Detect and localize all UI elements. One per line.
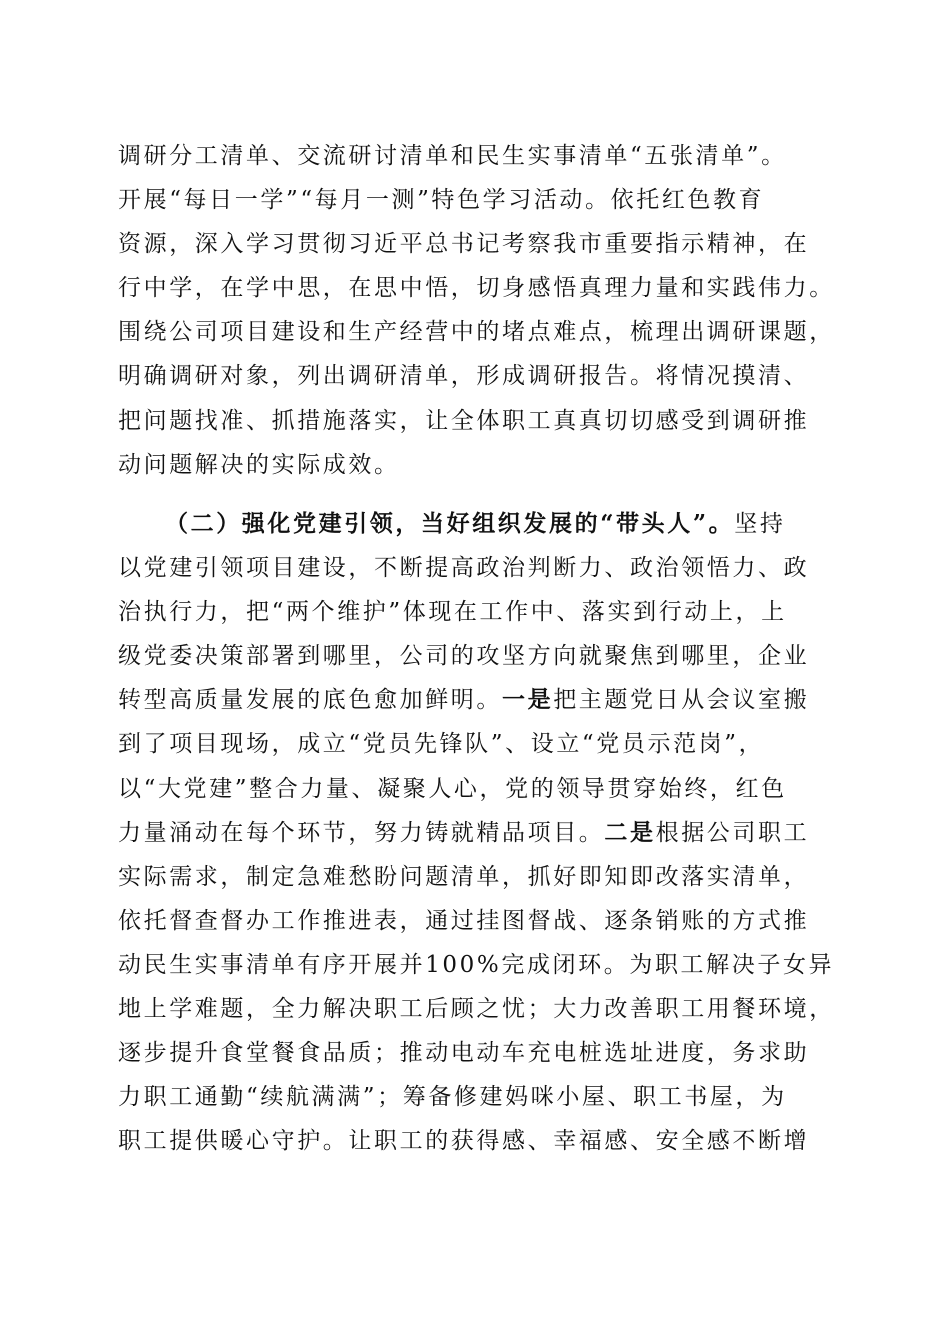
- paragraph-2: [118, 502, 838, 1163]
- paragraph-1: [118, 134, 838, 487]
- text-run: 把主题党日从会议室搬: [553, 687, 810, 714]
- text-line: 开展“每日一学”“每月一测”特色学习活动。依托红色教育: [118, 187, 765, 214]
- text-run: 根据公司职工: [655, 819, 810, 846]
- text-line: 实际需求，制定急难愁盼问题清单，抓好即知即改落实清单，: [118, 863, 810, 890]
- text-line: [118, 811, 838, 855]
- text-line: 治执行力，把“两个维护”体现在工作中、落实到行动上，上: [118, 599, 787, 626]
- text-run: 坚持: [734, 511, 786, 537]
- point-marker-2: 二是: [604, 818, 656, 846]
- text-line: 地上学难题，全力解决职工后顾之忧；大力改善职工用餐环境，: [118, 996, 835, 1023]
- text-run: 转型高质量发展的底色愈加鲜明。: [118, 687, 502, 714]
- text-line: 力职工通勤“续航满满”；筹备修建妈咪小屋、职工书屋，为: [118, 1084, 787, 1111]
- text-line: 行中学，在学中思，在思中悟，切身感悟真理力量和实践伟力。: [118, 275, 835, 302]
- text-run: 力量涌动在每个环节，努力铸就精品项目。: [118, 819, 605, 846]
- text-line: 以“大党建”整合力量、凝聚人心，党的领导贯穿始终，红色: [118, 775, 787, 802]
- text-line: 依托督查督办工作推进表，通过挂图督战、逐条销账的方式推: [118, 907, 810, 934]
- section-heading: （二）强化党建引领，当好组织发展的“带头人”。: [165, 510, 735, 537]
- text-line: [118, 502, 838, 546]
- text-line: 动问题解决的实际成效。: [118, 451, 400, 478]
- text-line: 明确调研对象，列出调研清单，形成调研报告。将情况摸清、: [118, 363, 810, 390]
- text-line: [118, 678, 838, 722]
- text-line: 到了项目现场，成立“党员先锋队”、设立“党员示范岗”，: [118, 731, 765, 758]
- text-line: 围绕公司项目建设和生产经营中的堵点难点，梳理出调研课题，: [118, 319, 835, 346]
- text-line: 调研分工清单、交流研讨清单和民生实事清单“五张清单”。: [118, 143, 787, 169]
- text-line: 以党建引领项目建设，不断提高政治判断力、政治领悟力、政: [118, 555, 810, 582]
- text-line: 逐步提升食堂餐食品质；推动电动车充电桩选址进度，务求助: [118, 1040, 810, 1067]
- text-line: 把问题找准、抓措施落实，让全体职工真真切切感受到调研推: [118, 407, 810, 434]
- text-line: 动民生实事清单有序开展并100%完成闭环。为职工解决子女异: [118, 951, 835, 978]
- text-line: 职工提供暖心守护。让职工的获得感、幸福感、安全感不断增: [118, 1128, 810, 1155]
- text-line: 级党委决策部署到哪里，公司的攻坚方向就聚焦到哪里，企业: [118, 643, 810, 670]
- point-marker-1: 一是: [502, 686, 554, 714]
- text-line: 资源，深入学习贯彻习近平总书记考察我市重要指示精神，在: [118, 231, 810, 258]
